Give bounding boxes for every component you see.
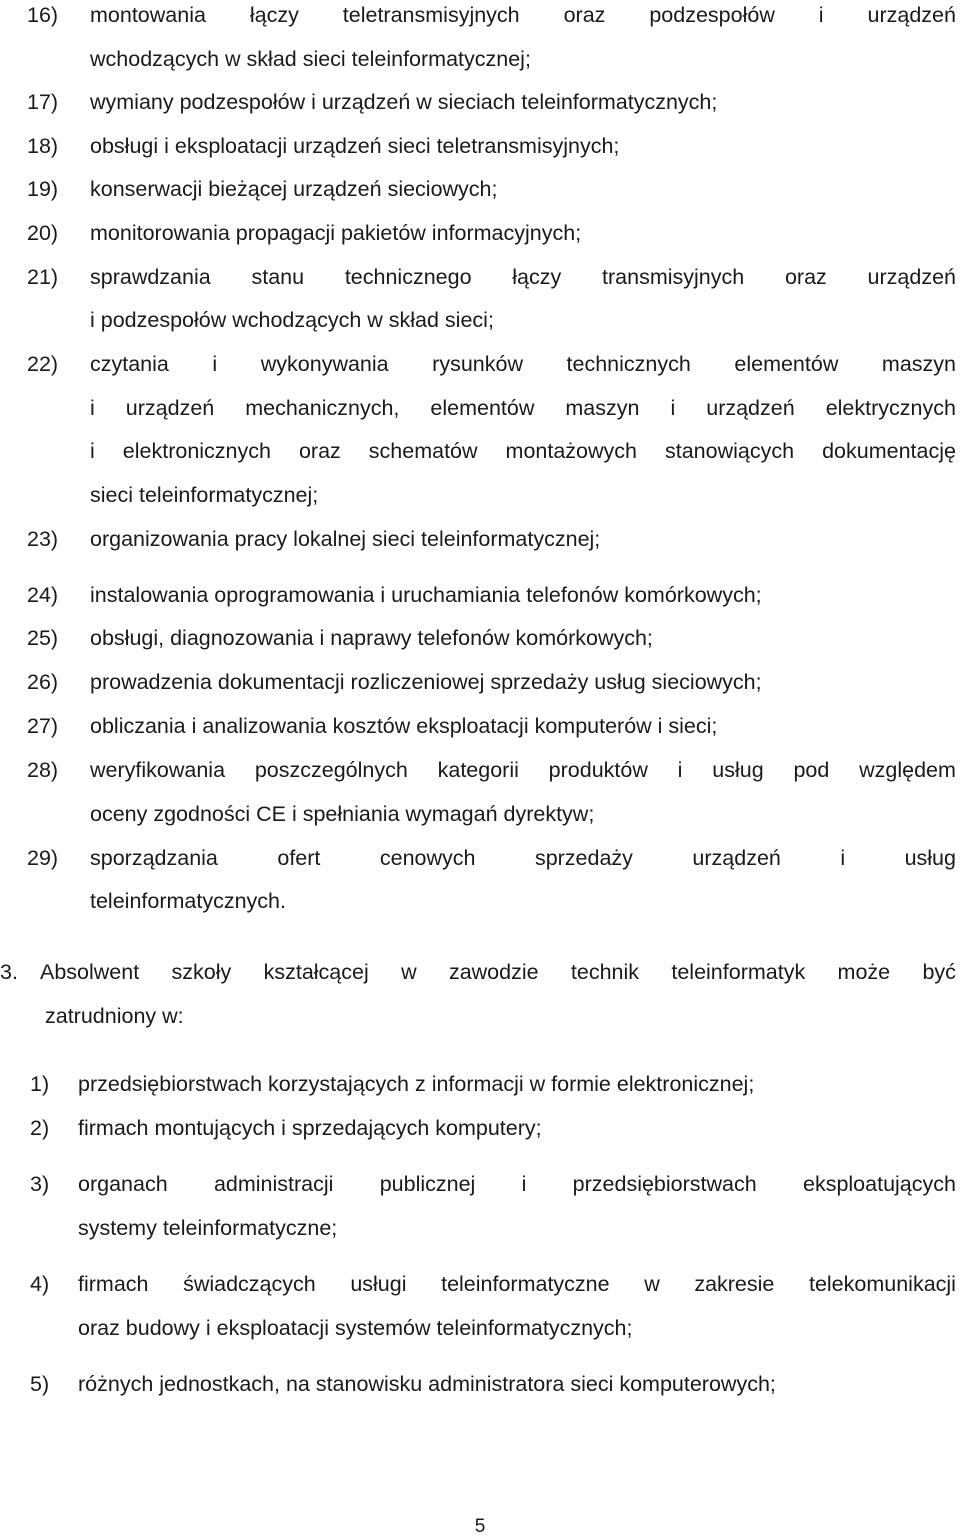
list-item-line: przedsiębiorstwach korzystających z informacji w formie elektronicznej; (78, 1072, 755, 1096)
item-number: 16) (27, 3, 59, 27)
list-item-line: teleinformatycznych. (90, 889, 286, 913)
list-item-line: sieci teleinformatycznej; (90, 483, 319, 507)
list-item-line: i podzespołów wchodzących w skład sieci; (90, 308, 494, 332)
list-item-line: organizowania pracy lokalnej sieci teleinformatycznej; (90, 527, 601, 551)
section-heading-line: Absolwent szkoły kształcącej w zawodzie technik teleinformatyk może być (40, 960, 956, 984)
list-item-line: wchodzących w skład sieci teleinformatycznej; (90, 47, 531, 71)
list-item-line: oraz budowy i eksploatacji systemów teleinformatycznych; (78, 1316, 633, 1340)
item-number: 1) (30, 1072, 50, 1096)
item-number: 28) (27, 758, 59, 782)
list-item-line: różnych jednostkach, na stanowisku administratora sieci komputerowych; (78, 1372, 776, 1396)
item-number: 24) (27, 583, 59, 607)
list-item-line: czytania i wykonywania rysunków technicznych elementów maszyn (90, 352, 956, 376)
list-item-line: monitorowania propagacji pakietów informacyjnych; (90, 221, 582, 245)
list-item-line: sporządzania ofert cenowych sprzedaży urządzeń i usług (90, 846, 956, 870)
item-number: 19) (27, 177, 59, 201)
list-item-line: konserwacji bieżącej urządzeń sieciowych; (90, 177, 498, 201)
list-item-line: i urządzeń mechanicznych, elementów maszyn i urządzeń elektrycznych (90, 396, 956, 420)
page-number: 5 (474, 1516, 486, 1537)
list-item-line: firmach świadczących usługi teleinformatyczne w zakresie telekomunikacji (78, 1272, 956, 1296)
list-item-line: obsługi, diagnozowania i naprawy telefonów komórkowych; (90, 626, 653, 650)
item-number: 23) (27, 527, 59, 551)
list-item-line: oceny zgodności CE i spełniania wymagań dyrektyw; (90, 802, 595, 826)
item-number: 22) (27, 352, 59, 376)
list-item-line: sprawdzania stanu technicznego łączy transmisyjnych oraz urządzeń (90, 265, 956, 289)
item-number: 21) (27, 265, 59, 289)
list-item-line: systemy teleinformatyczne; (78, 1216, 338, 1240)
item-number: 26) (27, 670, 59, 694)
list-item-line: firmach montujących i sprzedających komputery; (78, 1116, 542, 1140)
item-number: 25) (27, 626, 59, 650)
list-item-line: wymiany podzespołów i urządzeń w sieciach teleinformatycznych; (90, 90, 718, 114)
item-number: 5) (30, 1372, 50, 1396)
item-number: 3) (30, 1172, 50, 1196)
item-number: 29) (27, 846, 59, 870)
list-item-line: weryfikowania poszczególnych kategorii produktów i usług pod względem (90, 758, 956, 782)
list-item-line: organach administracji publicznej i przedsiębiorstwach eksploatujących (78, 1172, 956, 1196)
list-item-line: prowadzenia dokumentacji rozliczeniowej sprzedaży usług sieciowych; (90, 670, 762, 694)
list-item-line: obliczania i analizowania kosztów eksploatacji komputerów i sieci; (90, 714, 718, 738)
item-number: 17) (27, 90, 59, 114)
list-item-line: obsługi i eksploatacji urządzeń sieci teletransmisyjnych; (90, 134, 620, 158)
list-item-line: instalowania oprogramowania i uruchamiania telefonów komórkowych; (90, 583, 762, 607)
list-item-line: montowania łączy teletransmisyjnych oraz podzespołów i urządzeń (90, 3, 956, 27)
item-number: 20) (27, 221, 59, 245)
item-number: 18) (27, 134, 59, 158)
item-number: 27) (27, 714, 59, 738)
section-heading-line: zatrudniony w: (45, 1004, 184, 1028)
item-number: 4) (30, 1272, 50, 1296)
list-item-line: i elektronicznych oraz schematów montażowych stanowiących dokumentację (90, 439, 956, 463)
section-number: 3. (0, 960, 18, 984)
item-number: 2) (30, 1116, 50, 1140)
